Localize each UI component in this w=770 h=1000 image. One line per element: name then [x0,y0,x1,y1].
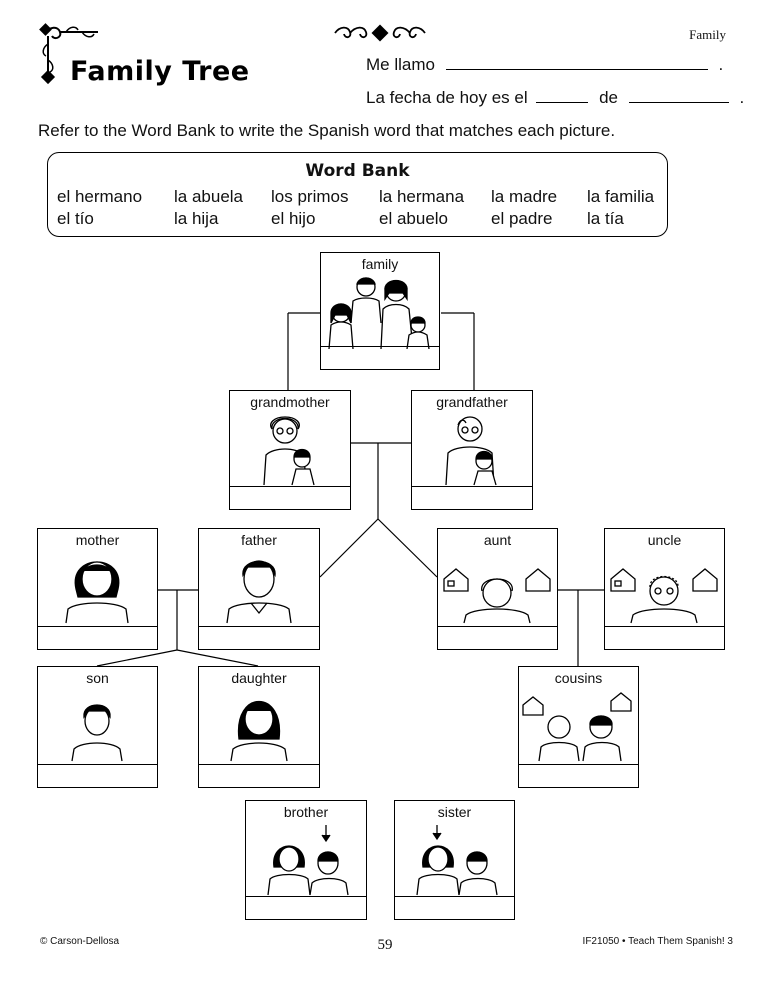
word-bank-word: el hijo [271,209,316,228]
sister-illustration [395,821,513,897]
answer-box[interactable] [38,764,157,787]
family-illustration [321,273,439,349]
card-father [198,528,320,650]
page-title: Family Tree [70,56,250,87]
grandmother-illustration [230,411,350,487]
card-aunt [437,528,558,650]
answer-box[interactable] [438,626,557,649]
answer-box[interactable] [199,764,319,787]
answer-box[interactable] [412,486,532,509]
word-bank-word: el hermano [57,187,143,206]
date-de: de [599,88,619,107]
brother-illustration [246,821,366,897]
answer-box[interactable] [519,764,638,787]
card-mother [37,528,158,650]
answer-box[interactable] [321,346,439,369]
card-family [320,252,440,370]
name-period: . [718,55,724,74]
daughter-illustration [199,687,319,763]
instructions: Refer to the Word Bank to write the Spanish word that matches each picture. [38,121,616,140]
word-bank-word: los primos [271,187,349,206]
answer-box[interactable] [395,896,514,919]
card-label: son [86,670,109,686]
card-grandfather [411,390,533,510]
word-bank-word: la tía [587,209,624,228]
footer-book: IF21050 • Teach Them Spanish! 3 [582,936,733,947]
word-bank-title: Word Bank [305,161,410,181]
card-label: aunt [483,532,512,548]
answer-box[interactable] [38,626,157,649]
card-sister [394,800,515,920]
date-prompt: La fecha de hoy es el [366,88,528,107]
card-label: cousins [554,670,603,686]
card-label: mother [75,532,120,548]
word-bank-word: la hermana [379,187,465,206]
word-bank-word: el padre [491,209,553,228]
aunt-illustration [438,549,556,625]
date-period: . [739,88,745,107]
section-label: Family [689,27,726,42]
card-grandmother [229,390,351,510]
card-label: daughter [231,670,287,686]
card-label: brother [283,804,329,820]
word-bank-word: el tío [57,209,94,228]
card-son [37,666,158,788]
father-illustration [199,549,319,625]
card-label: sister [437,804,472,820]
card-label: grandmother [250,394,330,410]
card-daughter [198,666,320,788]
card-label: father [241,532,277,548]
word-bank-word: el abuelo [379,209,449,228]
answer-box[interactable] [199,626,319,649]
footer-copyright: © Carson-Dellosa [40,936,120,947]
answer-box[interactable] [246,896,366,919]
card-cousins [518,666,639,788]
cousins-illustration [519,687,637,763]
card-label: grandfather [436,394,508,410]
answer-box[interactable] [230,486,350,509]
word-bank-word: la madre [491,187,558,206]
uncle-illustration [605,549,723,625]
mother-illustration [38,549,156,625]
card-label: family [361,256,399,272]
page-number: 59 [377,937,393,953]
grandfather-illustration [412,411,532,487]
card-label: uncle [647,532,682,548]
son-illustration [38,687,156,763]
card-brother [245,800,367,920]
word-bank-word: la familia [587,187,655,206]
answer-box[interactable] [605,626,724,649]
word-bank-word: la abuela [174,187,244,206]
card-uncle [604,528,725,650]
word-bank-word: la hija [174,209,219,228]
name-prompt: Me llamo [366,55,435,74]
